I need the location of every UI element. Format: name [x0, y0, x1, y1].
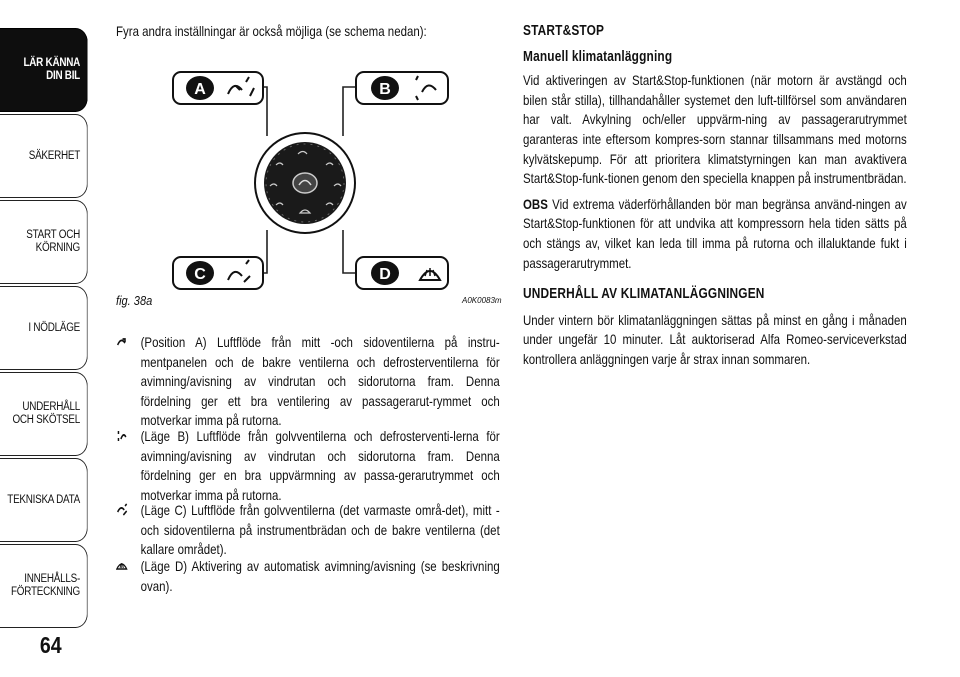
- position-d-box: [356, 257, 448, 289]
- intro-text: Fyra andra inställningar är också möjliga (se schema nedan):: [116, 23, 427, 39]
- right-column: [523, 22, 907, 376]
- label-b: B: [379, 81, 391, 98]
- floor-defrost-icon: [116, 429, 127, 443]
- heading-start-stop: START&STOP: [523, 23, 605, 39]
- defrost-icon: [116, 559, 127, 573]
- tab-sakerhet[interactable]: SÄKERHET: [0, 114, 88, 198]
- heading-underhall: UNDERHÅLL AV KLIMATANLÄGGNINGEN: [523, 286, 765, 303]
- paragraph-underhall: Under vintern bör klimatanläggningen sättas på minst en gång i månaden under ungefär 10 minuter. Låt auktoriserad Alfa Romeo-serviceverkstad kontrollera anläggningen varje år strax innan sommaren.: [523, 311, 907, 367]
- position-d-item: (Läge D) Aktivering av automatisk avimning/avisning (se beskrivning ovan).: [116, 557, 500, 596]
- airflow-diagram: [116, 50, 502, 312]
- tab-tekniska-data[interactable]: TEKNISKA DATA: [0, 458, 88, 542]
- tab-start-och-korning[interactable]: START OCH KÖRNING: [0, 200, 88, 284]
- tab-underhall-och-skotsel[interactable]: UNDERHÅLL OCH SKÖTSEL: [0, 372, 88, 456]
- face-vent-icon: [116, 335, 127, 349]
- position-a-box: [173, 72, 263, 104]
- paragraph-start-stop: Vid aktiveringen av Start&Stop-funktionen (när motorn är avstängd och bilen står stilla), tillhandahåller systemet den luft-tillförsel som användaren har valt. Avkylning och/eller uppvärm-ning av passagerarutrymmet garanteras inte eftersom kompres-sorn stannar tillsammans med motorns kylvätskepump. För att prioritera klimatstyrningen kan man avaktivera Start&Stop-funk-tionen genom den speciella knappen på instrumentbrädan.: [523, 72, 907, 187]
- label-a: A: [194, 81, 206, 98]
- figure-code: A0K0083m: [462, 296, 502, 305]
- obs-label: OBS: [523, 195, 548, 212]
- figure-caption: fig. 38a: [116, 293, 153, 308]
- position-c-box: [173, 257, 263, 289]
- distribution-knob: [255, 133, 355, 233]
- position-a-item: (Position A) Luftflöde från mitt -och sidoventilerna på instru-mentpanelen och de bakre ventilerna och defrosterventilerna för avimning/avisning av vindrutan och sidorutorna fram. Denna fördelning ger ett bra ventilering av passagerarut-rymmet och motverkar imma på rutorna.: [116, 333, 500, 431]
- obs-text: Vid extrema väderförhållanden bör man begränsa använd-ningen av Start&Stop-funktionen för att undvika att kompressorn hela tiden sätts på och stängs av, vilket kan leda till imma på rutorna och illaluktande fukt i passagerarutrymmet.: [523, 195, 907, 271]
- position-b-item: (Läge B) Luftflöde från golvventilerna och defrosterventi-lerna för avimning/avisning av vindrutan och sidorutorna fram. Denna fördelning ger en bra uppvärmning av passa-gerarutrymmet och motverkar imma på rutorna.: [116, 427, 500, 505]
- position-c-item: (Läge C) Luftflöde från golvventilerna (det varmaste områ-det), mitt -och sidoventilerna på instrumentbrädan och de bakre ventilerna (det kallare området).: [116, 501, 500, 560]
- tab-i-nodlage[interactable]: I NÖDLÄGE: [0, 286, 88, 370]
- label-d: D: [379, 266, 391, 283]
- floor-face-icon: [116, 503, 127, 517]
- heading-manuell: Manuell klimatanläggning: [523, 48, 673, 65]
- page-number: 64: [39, 632, 62, 658]
- tab-lar-kanna-din-bil[interactable]: LÄR KÄNNA DIN BIL: [0, 28, 88, 112]
- position-b-box: [356, 72, 448, 104]
- paragraph-obs: [523, 195, 907, 273]
- label-c: C: [194, 266, 206, 283]
- tab-innehallsforteckning[interactable]: INNEHÅLLS- FÖRTECKNING: [0, 544, 88, 628]
